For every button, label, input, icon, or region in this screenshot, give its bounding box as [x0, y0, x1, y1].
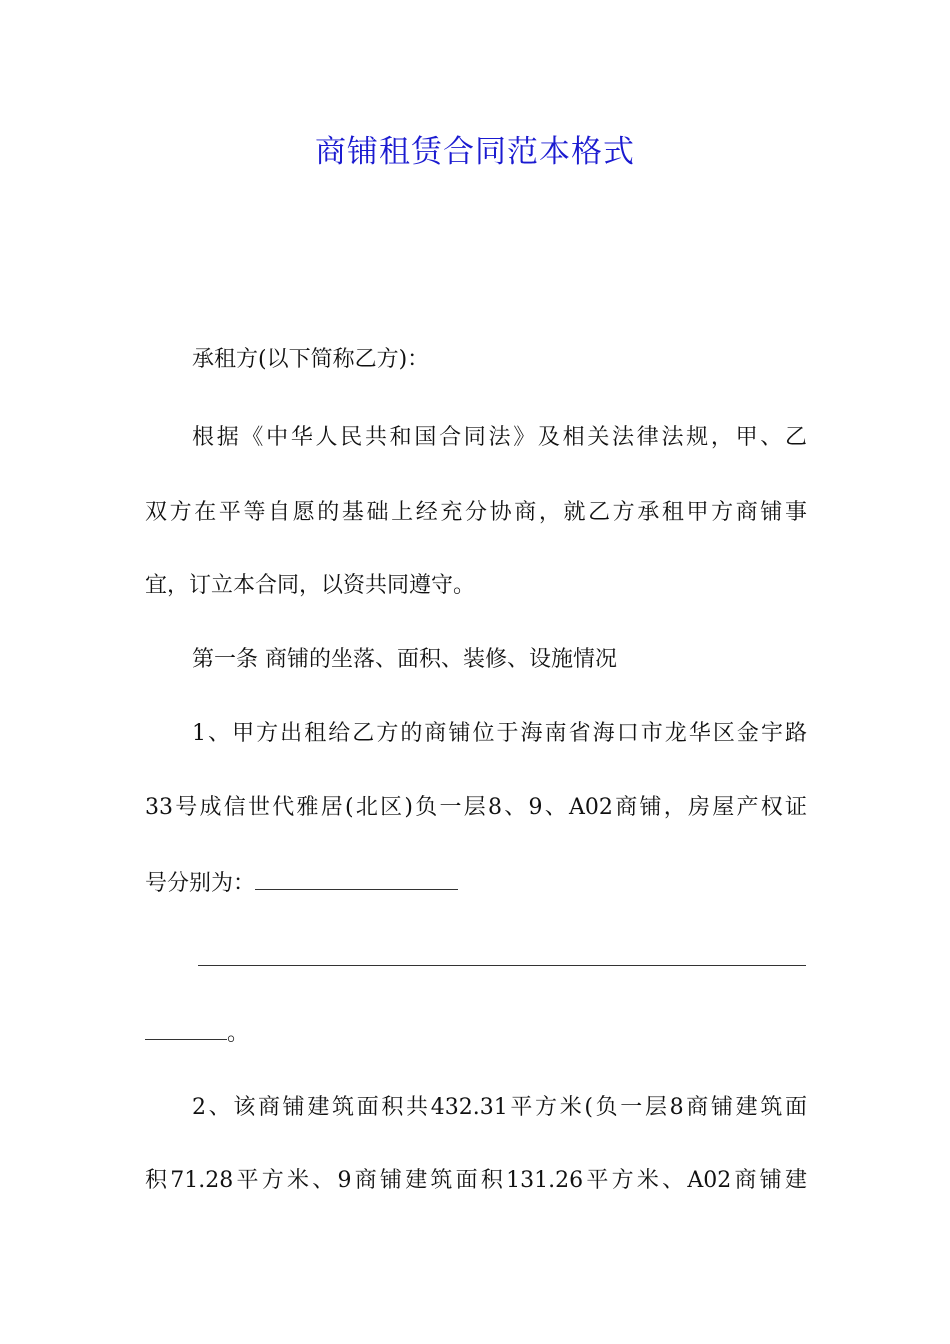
section-heading: 第一条 商铺的坐落、面积、装修、设施情况 — [192, 647, 617, 672]
paragraph-line: 积71.28平方米、9商铺建筑面积131.26平方米、A02商铺建 — [145, 1168, 807, 1193]
certificate-number-blank — [255, 869, 458, 890]
paragraph-line: 根据《中华人民共和国合同法》及相关法律法规，甲、乙 — [192, 425, 807, 450]
fill-in-label: 号分别为： — [145, 871, 256, 896]
paragraph-line: 33号成信世代雅居(北区)负一层8、9、A02商铺，房屋产权证 — [145, 795, 807, 820]
paragraph-line: 2、该商铺建筑面积共432.31平方米(负一层8商铺建筑面 — [192, 1095, 807, 1120]
certificate-number-blank-continued — [198, 965, 806, 966]
certificate-number-blank-end — [145, 1019, 227, 1040]
fill-in-end-punctuation: 。 — [227, 1021, 250, 1046]
paragraph-line: 承租方(以下简称乙方)： — [192, 347, 430, 372]
paragraph-line: 1、甲方出租给乙方的商铺位于海南省海口市龙华区金宇路 — [192, 721, 807, 746]
document-title: 商铺租赁合同范本格式 — [315, 134, 635, 170]
fill-in-line-end — [145, 1016, 807, 1052]
paragraph-line: 双方在平等自愿的基础上经充分协商，就乙方承租甲方商铺事 — [145, 500, 807, 525]
paragraph-line: 宜，订立本合同，以资共同遵守。 — [145, 573, 476, 598]
fill-in-line — [145, 866, 807, 902]
